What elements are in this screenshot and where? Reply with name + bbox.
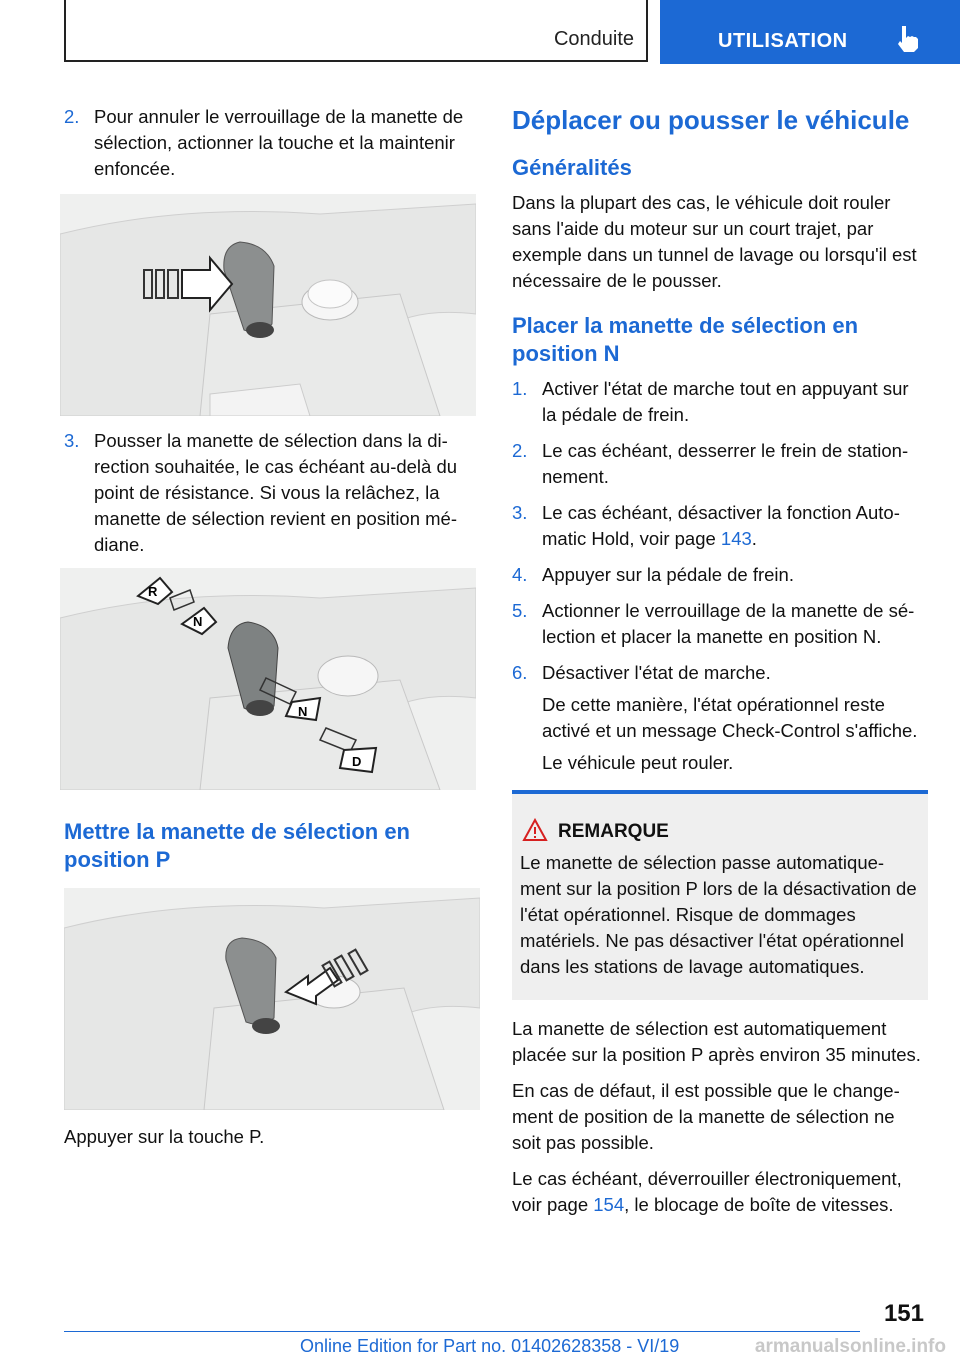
- step-text: Pour annuler le verrouillage de la manette de sélection, actionner la touche et la maintenir enfoncée.: [94, 106, 464, 179]
- shift-label-r: R: [148, 584, 158, 599]
- hand-pointer-icon: [894, 24, 922, 54]
- right-column: [512, 104, 928, 1228]
- step-number: 3.: [512, 502, 528, 523]
- paragraph-text: Le cas échéant, déverrouiller électroniquement, voir page: [512, 1168, 902, 1215]
- footer-divider: [64, 1331, 860, 1332]
- paragraph-auto-p: La manette de sélection est automatiquement placée sur la position P après environ 35 minutes.: [512, 1018, 921, 1065]
- step-number: 5.: [512, 600, 528, 621]
- left-column-step3: [64, 428, 476, 568]
- figure-press-p-button: [64, 888, 480, 1110]
- step-text: Appuyer sur la pédale de frein.: [542, 564, 794, 585]
- shift-label-d: D: [352, 754, 362, 769]
- header-box: [64, 0, 648, 62]
- step-text: Actionner le verrouillage de la manette de sélection et placer la manette en position N.: [542, 600, 915, 647]
- shift-label-n-up: N: [193, 614, 203, 629]
- left-column-press-p: [64, 1124, 476, 1160]
- page-link-154[interactable]: 154: [593, 1194, 625, 1215]
- paragraph-text-end: , le blocage de boîte de vitesses.: [624, 1194, 894, 1215]
- warning-triangle-icon: [522, 818, 548, 842]
- heading-general: Généralités: [512, 155, 632, 180]
- figure-selector-lever-unlock: [60, 194, 476, 416]
- note-body: Le manette de sélection passe automatiquement sur la position P lors de la désactivation de l'état opérationnel. Risque de dommages matériels. Ne pas désactiver l'état opérationnel dans les stations de lavage automatiques.: [520, 852, 917, 977]
- step-text: Pousser la manette de sélection dans la direction souhaitée, le cas échéant au-delà du point de résistance. Si vous la relâchez, la manette de sélection revient en position médiane.: [94, 430, 458, 555]
- step-1: [512, 376, 928, 428]
- left-column: [64, 104, 476, 192]
- heading-position-n: Placer la manette de sélection en position N: [512, 313, 859, 366]
- section-heading-position-p: Mettre la manette de sélection en position P: [64, 819, 410, 872]
- step-text: Activer l'état de marche tout en appuyant sur la pédale de frein.: [542, 378, 909, 425]
- left-column-heading-p: [64, 818, 476, 882]
- step-text: Désactiver l'état de marche.: [542, 662, 771, 683]
- chapter-tab[interactable]: [660, 0, 960, 64]
- step-number: 4.: [512, 564, 528, 585]
- step-2: [512, 438, 928, 490]
- page-link-143[interactable]: 143: [720, 528, 752, 549]
- instruction-press-p: Appuyer sur la touche P.: [64, 1126, 265, 1147]
- step-6-result: Le véhicule peut rouler.: [542, 752, 734, 773]
- step-5: [512, 598, 928, 650]
- step-6-detail: De cette manière, l'état opérationnel reste activé et un message Check-Control s'affiche.: [542, 694, 918, 741]
- figure-selector-lever-directions: [60, 568, 476, 790]
- step-3: [512, 500, 928, 552]
- step-3: [64, 428, 476, 558]
- step-2: [64, 104, 476, 182]
- step-4: [512, 562, 928, 588]
- step-text-end: .: [751, 528, 757, 549]
- footer-edition: Online Edition for Part no. 01402628358 - VI/19: [300, 1336, 680, 1356]
- step-number: 2.: [512, 440, 528, 461]
- main-title: Déplacer ou pousser le véhicule: [512, 105, 910, 135]
- warning-note: [512, 790, 928, 1000]
- shift-label-n-down: N: [298, 704, 308, 719]
- step-6: [512, 660, 928, 686]
- step-number: 1.: [512, 378, 528, 399]
- step-text: Le cas échéant, désactiver la fonction Automatic Hold, voir page: [542, 502, 900, 549]
- page-number: 151: [883, 1300, 924, 1327]
- note-title: REMARQUE: [558, 821, 669, 842]
- paragraph-unlock: [512, 1166, 928, 1218]
- step-number: 3.: [64, 430, 80, 451]
- general-text: Dans la plupart des cas, le véhicule doit rouler sans l'aide du moteur sur un court trajet, par exemple dans un tunnel de lavage ou lorsqu'il est nécessaire de le pousser.: [512, 192, 917, 291]
- section-title: Conduite: [553, 28, 634, 50]
- step-text: Le cas échéant, desserrer le frein de stationnement.: [542, 440, 909, 487]
- step-number: 2.: [64, 106, 80, 127]
- step-number: 6.: [512, 662, 528, 683]
- watermark: armanualsonline.info: [754, 1336, 946, 1357]
- chapter-title: UTILISATION: [718, 30, 848, 52]
- paragraph-fault: En cas de défaut, il est possible que le changement de position de la manette de sélection ne soit pas possible.: [512, 1080, 900, 1153]
